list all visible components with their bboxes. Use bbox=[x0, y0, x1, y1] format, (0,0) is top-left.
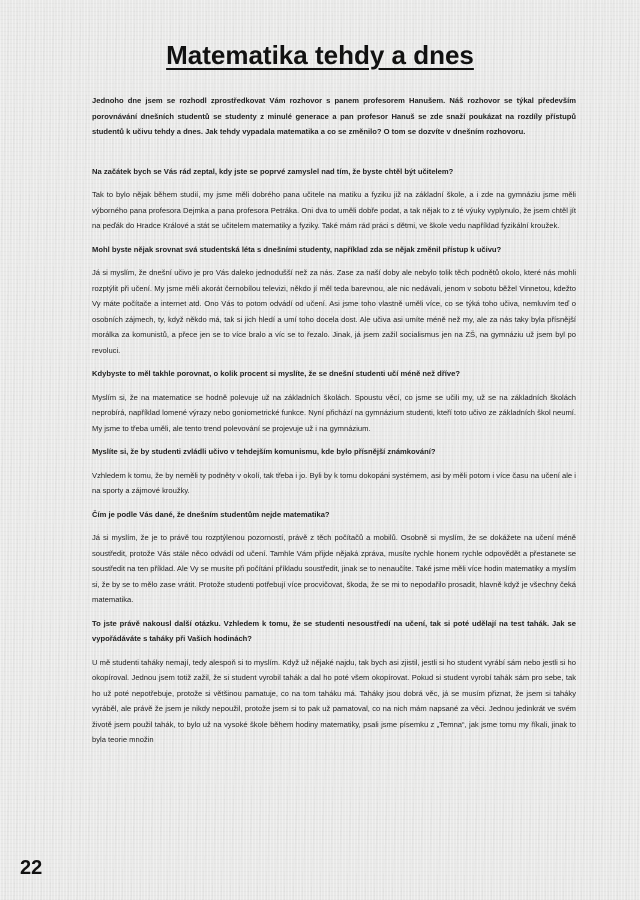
article-title: Matematika tehdy a dnes bbox=[166, 40, 474, 70]
article-intro: Jednoho dne jsem se rozhodl zprostředkovat Vám rozhovor s panem profesorem Hanušem. Náš rozhovor se týkal především porovnávání dnešních studentů se studenty z minulé generace a pan profesor Hanuš se zde snaží poukázat na rozdíly přístupů studentů k učivu tehdy a dnes. Jak tehdy vypadala matematika a co se změnilo? O tom se dozvíte v dnešním rozhovoru. bbox=[92, 96, 576, 136]
page-number: 22 bbox=[20, 857, 43, 879]
interview-question: Čím je podle Vás dané, že dnešním studentům nejde matematika? bbox=[92, 509, 330, 519]
interview-answer: U mě studenti taháky nemají, tedy alespoň si to myslím. Když už nějaké najdu, tak bych asi zjistil, jestli si ho student vyrábí sám nebo jestli si ho okopíroval. Jednou jsem totiž zažil, že si student vyrobil tahák a dal ho poté všem okopírovat. Pokud si student vyrobí tahák sám pro sebe, tak ho už poté nepotřebuje, protože si většinou pamatuje, co na tom taháku má. Taháky jsou dobrá věc, já se musím přiznat, že jsem si taháky vyráběl, ale právě že jsem je nikdy nepoužil, protože jsem si to pak už pamatoval, co na nich mám napsané za věci. Jednou jedinkrát ve svém životě jsem použil tahák, to bylo už na vysoké škole během hodiny matematiky, psali jsme písemku z „Temna“, jak jsme tomu my říkali, jinak to byla teorie množin bbox=[92, 657, 576, 744]
interview-question: Kdybyste to měl takhle porovnat, o kolik procent si myslíte, že se dnešní studenti učí méně než dříve? bbox=[92, 369, 460, 378]
interview-question: Na začátek bych se Vás rád zeptal, kdy jste se poprvé zamyslel nad tím, že byste chtěl být učitelem? bbox=[92, 166, 454, 176]
interview-answer: Tak to bylo nějak během studií, my jsme měli dobrého pana učitele na matiku a fyziku již na základní škole, a i zde na gymnáziu jsme měli výborného pana profesora Dejmka a pana profesora Petráka. Oni dva to uměli dobře podat, a tak nějak to z té výuky vyplynulo, že jsem chtěl jít na peďák do Hradce Králové a stát se učitelem matematiky a fyziky. Také mám rád práci s dětmi, ve škole vedu například fyzikální kroužek. bbox=[92, 190, 576, 230]
interview-answer: Myslím si, že na matematice se hodně polevuje už na základních školách. Spoustu věcí, co jsme se učili my, už se na základních školách neprobírá, například lomené výrazy nebo goniometrické funkce. Nyní přichází na gymnázium studenti, kteří toto učivo ze základních škol neumí. My jsme to třeba uměli, ale tento trend polevování se projevuje už i na gymnázium. bbox=[92, 392, 576, 433]
interview-answer: Já si myslím, že dnešní učivo je pro Vás daleko jednodušší než za nás. Zase za naší doby ale nebylo tolik těch podnětů okolo, které nás mohli rozptýlit při učení. My jsme měli akorát černobílou televizi, někdo jí měl teda barevnou, ale nic nedávali, jenom v sobotu běžel Vinnetou, kdežto Vy máte počítače a internet atd. Ono Vás to potom odvádí od učení. Asi jsme toho vlastně uměli více, co se týká toho učiva, nemluvím teď o osobních zájmech, ty, když někdo má, tak si jich hledí a umí toho docela dost. Ale učiva asi umíte méně než my, ale za nás taky byla přísnější morálka za komunistů, a přece jen se to více bralo a víc se to řezalo. Jinak, já jsem zažil socialismus jen na ZŠ, na gymnáziu už jsem byl po revoluci. bbox=[92, 268, 576, 355]
interview-question: Myslíte si, že by studenti zvládli učivo v tehdejším komunismu, kde bylo přísnější známkování? bbox=[92, 447, 436, 456]
interview-question: Mohl byste nějak srovnat svá studentská léta s dnešními studenty, například zda se nějak změnil přístup k učivu? bbox=[92, 244, 502, 254]
interview-question: To jste právě nakousl další otázku. Vzhledem k tomu, že se studenti nesoustředí na učení, tak si poté udělají na test tahák. Jak se vypořádáváte s taháky při Vašich hodinách? bbox=[92, 618, 576, 643]
interview-answer: Já si myslím, že je to právě tou rozptýlenou pozorností, právě z těch počítačů a mobilů. Osobně si myslím, že se dokážete na učení méně soustředit, protože Vás stále něco odvádí od učení. Tamhle Vám přijde nějaká zpráva, musíte rychle honem rychle odpovědět a přestanete se soustředit na ten příklad. Ale Vy se musíte při počítání příkladu soustředit, jinak se to nenaučíte. Také jsme měli více hodin matematiky a myslím si, že by se to mělo zase vrátit. Protože studenti potřebují více procvičovat, škoda, že se mi to nepodařilo prosadit, hlavně když je všechny čeká matematika. bbox=[92, 533, 576, 604]
interview-answer: Vzhledem k tomu, že by neměli ty podněty v okolí, tak třeba i jo. Byli by k tomu dokopáni systémem, asi by měli potom i více času na učení ale i na sporty a zájmové kroužky. bbox=[92, 470, 576, 495]
article-body bbox=[92, 93, 576, 756]
